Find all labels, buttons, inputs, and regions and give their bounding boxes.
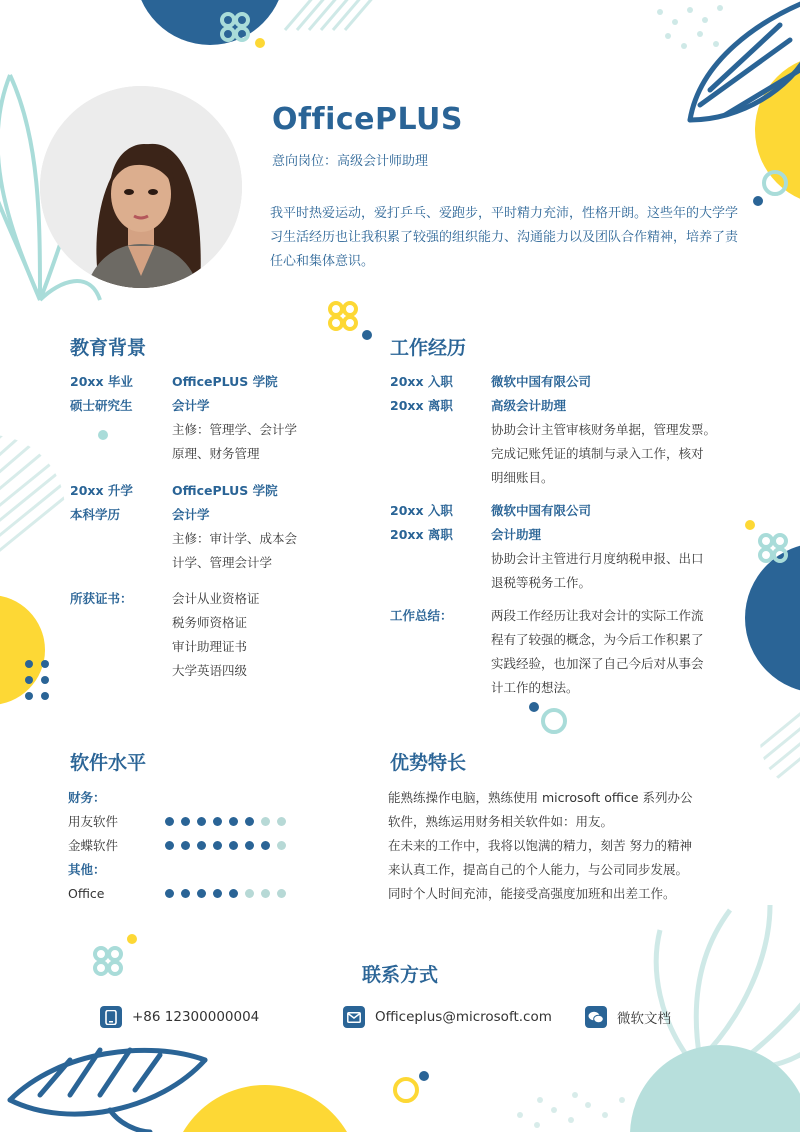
skill-dot-filled xyxy=(245,817,254,826)
skill-dot-empty xyxy=(277,817,286,826)
job-1-desc: 完成记账凭证的填制与录入工作，核对 xyxy=(491,446,704,461)
work-summary-label: 工作总结： xyxy=(390,608,453,623)
strength-line: 软件，熟练运用财务相关软件如：用友。 xyxy=(388,814,614,829)
edu-2-major: 会计学 xyxy=(172,507,210,522)
skill-dot-filled xyxy=(213,889,222,898)
job-2-desc: 协助会计主管进行月度纳税申报、出口 xyxy=(491,551,704,566)
skill-dot-filled xyxy=(213,841,222,850)
email-address: Officeplus@microsoft.com xyxy=(375,1009,552,1025)
skill-dot-filled xyxy=(261,841,270,850)
skill-dots xyxy=(165,841,286,850)
strength-line: 能熟练操作电脑，熟练使用 microsoft office 系列办公 xyxy=(388,790,693,805)
skill-dot-filled xyxy=(165,889,174,898)
self-introduction: 我平时热爱运动，爱打乒乓、爱跑步，平时精力充沛，性格开朗。这些年的大学学习生活经历也让我积累了较强的组织能力、沟通能力以及团队合作精神，培养了责任心和集体意识。 xyxy=(270,206,739,269)
skill-dot-empty xyxy=(261,889,270,898)
skill-dot-filled xyxy=(181,841,190,850)
skill-dot-filled xyxy=(197,817,206,826)
edu-1-school: OfficePLUS 学院 xyxy=(172,374,278,389)
work-summary-line: 实践经验，也加深了自己今后对从事会 xyxy=(491,656,704,671)
cert-item: 税务师资格证 xyxy=(172,615,248,630)
education-title: 教育背景 xyxy=(70,337,147,359)
software-title: 软件水平 xyxy=(70,752,147,774)
edu-1-major: 会计学 xyxy=(172,398,210,413)
strength-line: 同时个人时间充沛，能接受高强度加班和出差工作。 xyxy=(388,886,676,901)
skill-dots xyxy=(165,889,286,898)
skill-dot-filled xyxy=(229,841,238,850)
edu-2-courses-cont: 计学、管理会计学 xyxy=(172,555,273,570)
cert-label: 所获证书： xyxy=(70,591,133,606)
edu-1-date: 20xx 毕业 xyxy=(70,374,133,389)
cert-item: 审计助理证书 xyxy=(172,639,248,654)
contact-wechat xyxy=(585,1006,671,1028)
job-2-start: 20xx 入职 xyxy=(390,503,453,518)
edu-2-degree: 本科学历 xyxy=(70,507,121,522)
portrait-image xyxy=(40,86,242,288)
software-name: 金蝶软件 xyxy=(68,838,119,853)
skill-dot-filled xyxy=(229,817,238,826)
edu-1-degree: 硕士研究生 xyxy=(70,398,133,413)
work-summary-line: 两段工作经历让我对会计的实际工作流 xyxy=(491,608,704,623)
strengths-title: 优势特长 xyxy=(390,752,467,774)
skill-dot-filled xyxy=(245,841,254,850)
job-2-company: 微软中国有限公司 xyxy=(491,503,592,518)
mail-icon xyxy=(343,1006,365,1028)
skill-dot-filled xyxy=(165,817,174,826)
strength-line: 在未来的工作中，我将以饱满的精力，刻苦 努力的精神 xyxy=(388,838,692,853)
edu-2-courses: 主修：审计学、成本会 xyxy=(172,531,298,546)
strength-line: 来认真工作，提高自己的个人能力，与公司同步发展。 xyxy=(388,862,689,877)
work-summary-line: 计工作的想法。 xyxy=(491,680,579,695)
wechat-id: 微软文档 xyxy=(617,1011,671,1027)
other-label: 其他： xyxy=(68,862,106,877)
work-summary-line: 程有了较强的概念，为今后工作积累了 xyxy=(491,632,704,647)
skill-dot-filled xyxy=(181,889,190,898)
candidate-name: OfficePLUS xyxy=(272,102,464,137)
contact-email xyxy=(343,1006,552,1028)
contact-phone xyxy=(100,1006,259,1028)
job-1-end: 20xx 离职 xyxy=(390,398,453,413)
edu-1-courses: 主修：管理学、会计学 xyxy=(172,422,298,437)
phone-number: +86 12300000004 xyxy=(132,1009,260,1025)
job-2-end: 20xx 离职 xyxy=(390,527,453,542)
cert-item: 会计从业资格证 xyxy=(172,591,260,606)
job-1-desc: 协助会计主管审核财务单据，管理发票。 xyxy=(491,422,717,437)
skill-dot-empty xyxy=(277,841,286,850)
skill-dot-filled xyxy=(229,889,238,898)
skill-dot-filled xyxy=(197,889,206,898)
job-1-position: 高级会计助理 xyxy=(491,398,567,413)
job-2-desc: 退税等税务工作。 xyxy=(491,575,592,590)
contact-title: 联系方式 xyxy=(361,964,438,986)
edu-2-date: 20xx 升学 xyxy=(70,483,133,498)
wechat-icon xyxy=(585,1006,607,1028)
job-1-company: 微软中国有限公司 xyxy=(491,374,592,389)
phone-icon xyxy=(100,1006,122,1028)
skill-dot-empty xyxy=(277,889,286,898)
job-1-start: 20xx 入职 xyxy=(390,374,453,389)
work-title: 工作经历 xyxy=(390,337,467,359)
edu-1-courses-cont: 原理、财务管理 xyxy=(172,446,260,461)
software-name: Office xyxy=(68,886,105,901)
skill-dot-filled xyxy=(181,817,190,826)
avatar xyxy=(40,86,242,288)
job-intent: 意向岗位：高级会计师助理 xyxy=(272,154,429,169)
cert-item: 大学英语四级 xyxy=(172,663,248,678)
edu-2-school: OfficePLUS 学院 xyxy=(172,483,278,498)
skill-dot-filled xyxy=(197,841,206,850)
finance-label: 财务： xyxy=(68,790,106,805)
job-2-position: 会计助理 xyxy=(491,527,542,542)
skill-dots xyxy=(165,817,286,826)
software-name: 用友软件 xyxy=(68,814,119,829)
skill-dot-filled xyxy=(165,841,174,850)
skill-dot-empty xyxy=(245,889,254,898)
job-1-desc: 明细账目。 xyxy=(491,470,554,485)
skill-dot-empty xyxy=(261,817,270,826)
skill-dot-filled xyxy=(213,817,222,826)
